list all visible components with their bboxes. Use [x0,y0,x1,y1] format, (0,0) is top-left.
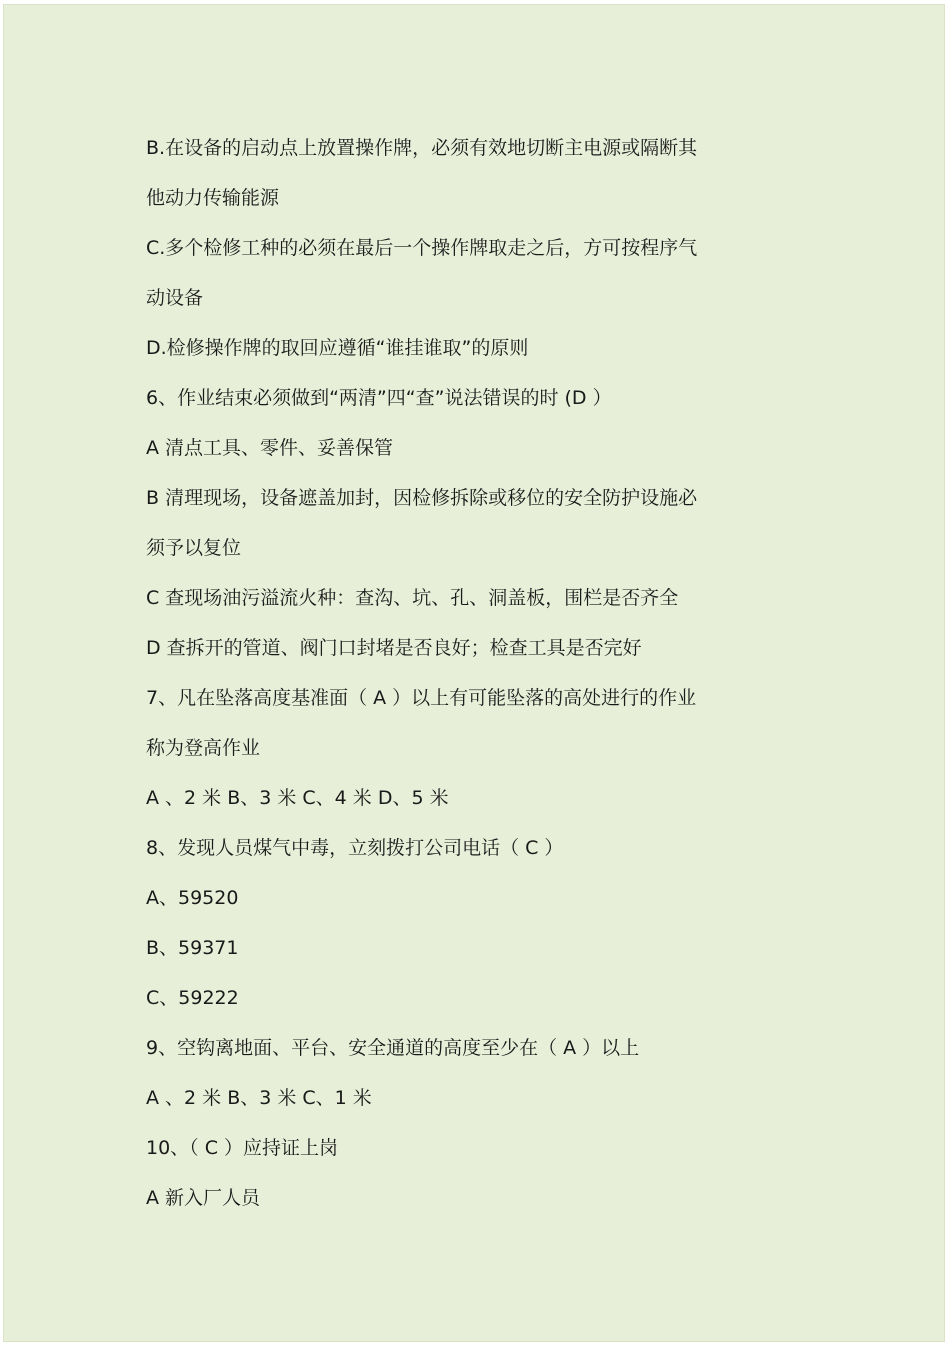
option-line: B 清理现场，设备遮盖加封，因检修拆除或移位的安全防护设施必 [146,487,698,509]
option-line: A、59520 [146,887,239,909]
page-content [146,126,826,1226]
text-line: C.多个检修工种的必须在最后一个操作牌取走之后，方可按程序气 [146,237,698,259]
option-line: B、59371 [146,937,239,959]
option-line: A 新入厂人员 [146,1187,261,1209]
option-line: C、59222 [146,987,239,1009]
question-10: 10、（ C ）应持证上岗 [146,1137,339,1159]
question-7: 7、凡在坠落高度基准面（ A ）以上有可能坠落的高处进行的作业 [146,687,697,709]
option-line: A 、2 米 B、3 米 C、4 米 D、5 米 [146,787,449,809]
text-line: B.在设备的启动点上放置操作牌，必须有效地切断主电源或隔断其 [146,137,698,159]
question-9: 9、空钩离地面、平台、安全通道的高度至少在（ A ）以上 [146,1037,640,1059]
option-line: A 、2 米 B、3 米 C、1 米 [146,1087,372,1109]
text-line: 他动力传输能源 [146,187,280,209]
document-page [3,4,945,1342]
question-6: 6、作业结束必须做到“两清”四“查”说法错误的时 (D ） [146,387,612,409]
option-line: C 查现场油污溢流火种：查沟、坑、孔、洞盖板，围栏是否齐全 [146,587,679,609]
question-8: 8、发现人员煤气中毒，立刻拨打公司电话（ C ） [146,837,564,859]
option-line: D 查拆开的管道、阀门口封堵是否良好；检查工具是否完好 [146,637,642,659]
text-line: 动设备 [146,287,204,309]
text-line: 称为登高作业 [146,737,261,759]
text-line: D.检修操作牌的取回应遵循“谁挂谁取”的原则 [146,337,529,359]
option-line: A 清点工具、零件、妥善保管 [146,437,394,459]
text-line: 须予以复位 [146,537,242,559]
